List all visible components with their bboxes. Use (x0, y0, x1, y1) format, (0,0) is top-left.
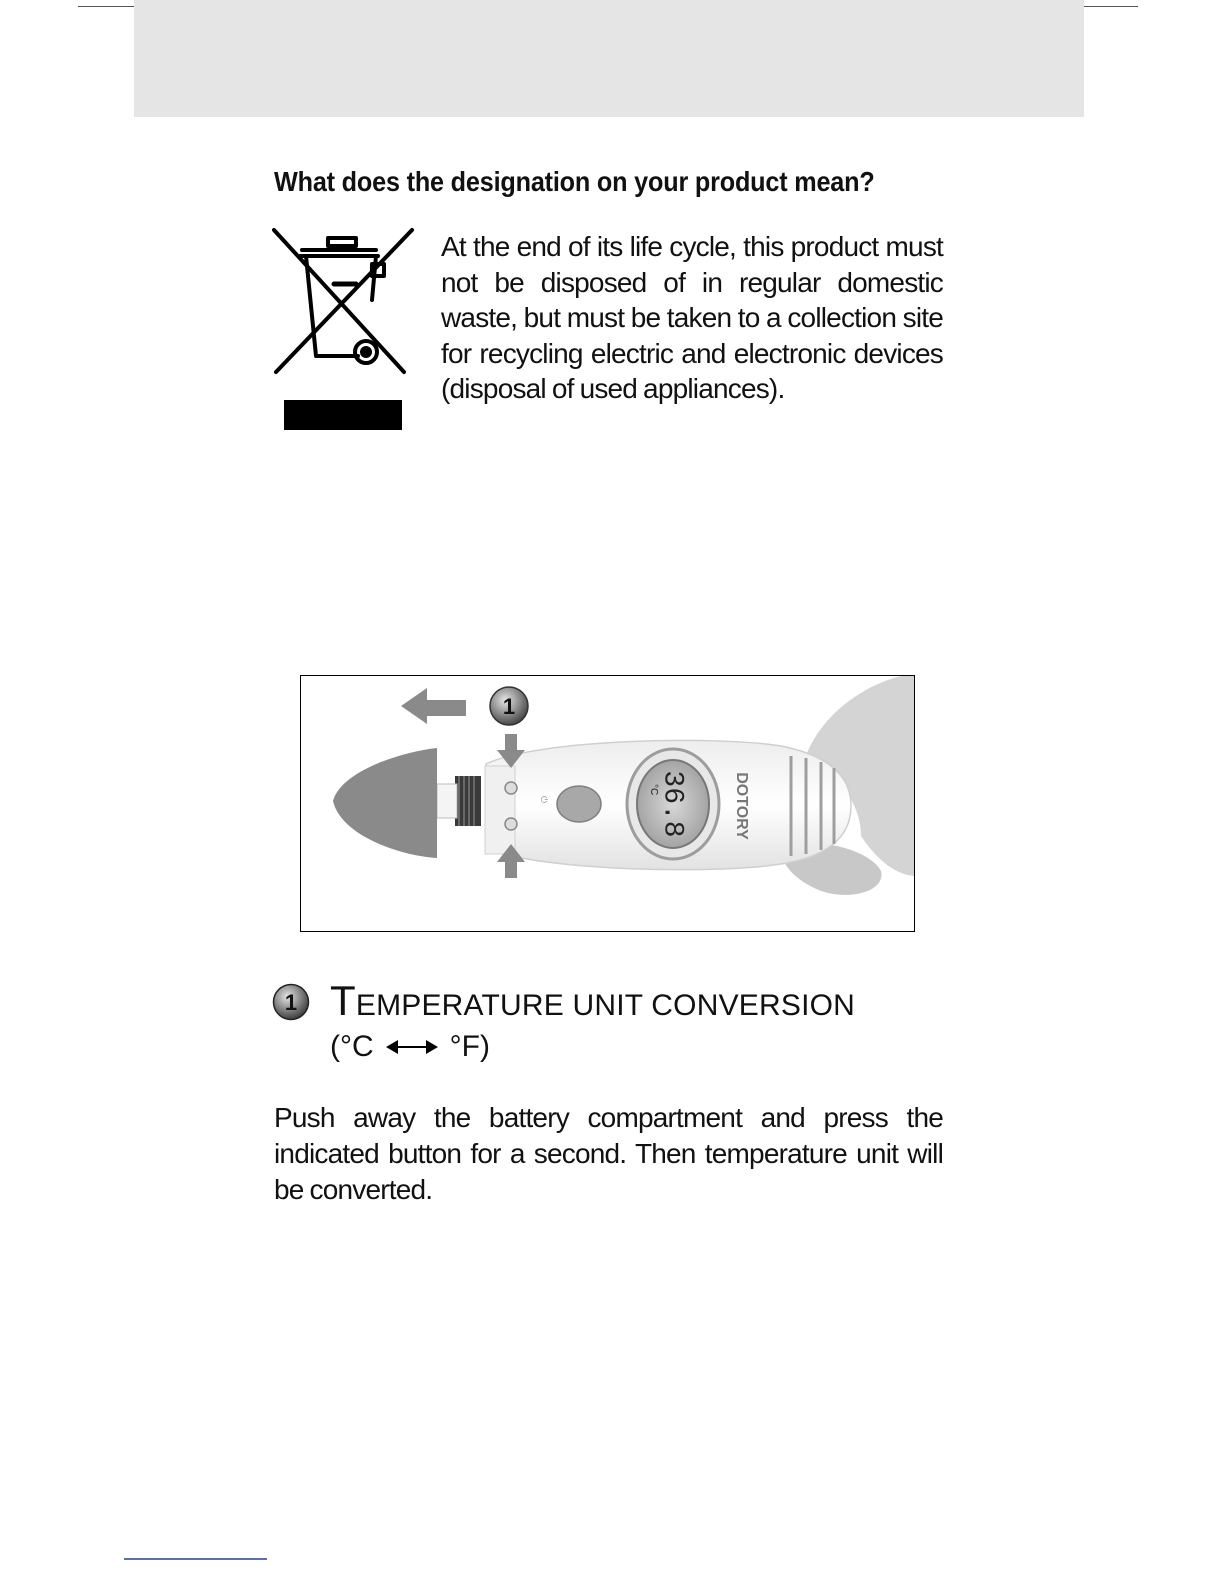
unit-celsius: (°C (330, 1030, 374, 1063)
pull-direction-arrow-icon (401, 688, 466, 724)
probe-neck (485, 766, 515, 854)
header-band (134, 0, 1084, 117)
disposal-text: At the end of its life cycle, this product must not be disposed of in regular domestic waste, but must be taken to a collection site for recycling electric and electronic devices (disposal of used appliances). (441, 231, 943, 405)
header-rule-right (1084, 6, 1138, 7)
lcd-reading: 36.8 (656, 770, 688, 838)
header-rule-left (78, 6, 134, 7)
thermometer-figure (300, 675, 915, 932)
power-button (557, 786, 601, 822)
section-step-badge (272, 983, 310, 1021)
section-step-number: 1 (284, 990, 298, 1015)
unit-conversion-line (330, 1030, 490, 1064)
power-symbol-icon: ⏻ (539, 796, 549, 804)
unit-button-top (505, 782, 517, 794)
brand-label: DOTORY (733, 772, 750, 840)
probe-cap (333, 748, 437, 858)
unit-button-bottom (505, 818, 517, 830)
section-title-rest: EMPERATURE UNIT CONVERSION (355, 989, 856, 1022)
disposal-heading: What does the designation on your product mean? (274, 166, 875, 197)
unit-fahrenheit: °F) (449, 1030, 490, 1063)
lcd-unit: °C (648, 784, 659, 796)
footer-rule (124, 1558, 267, 1560)
section-title-initial: T (330, 977, 356, 1024)
double-arrow-icon (382, 1037, 442, 1057)
figure-step-number: 1 (502, 694, 516, 719)
section-title (330, 977, 856, 1024)
probe-tip (437, 784, 457, 818)
weee-date-bar (284, 400, 402, 430)
instruction-text: Push away the battery compartment and press the indicated button for a second. Then temperature unit will be converted. (274, 1102, 943, 1205)
crossed-out-wheelie-bin-icon (272, 226, 416, 376)
